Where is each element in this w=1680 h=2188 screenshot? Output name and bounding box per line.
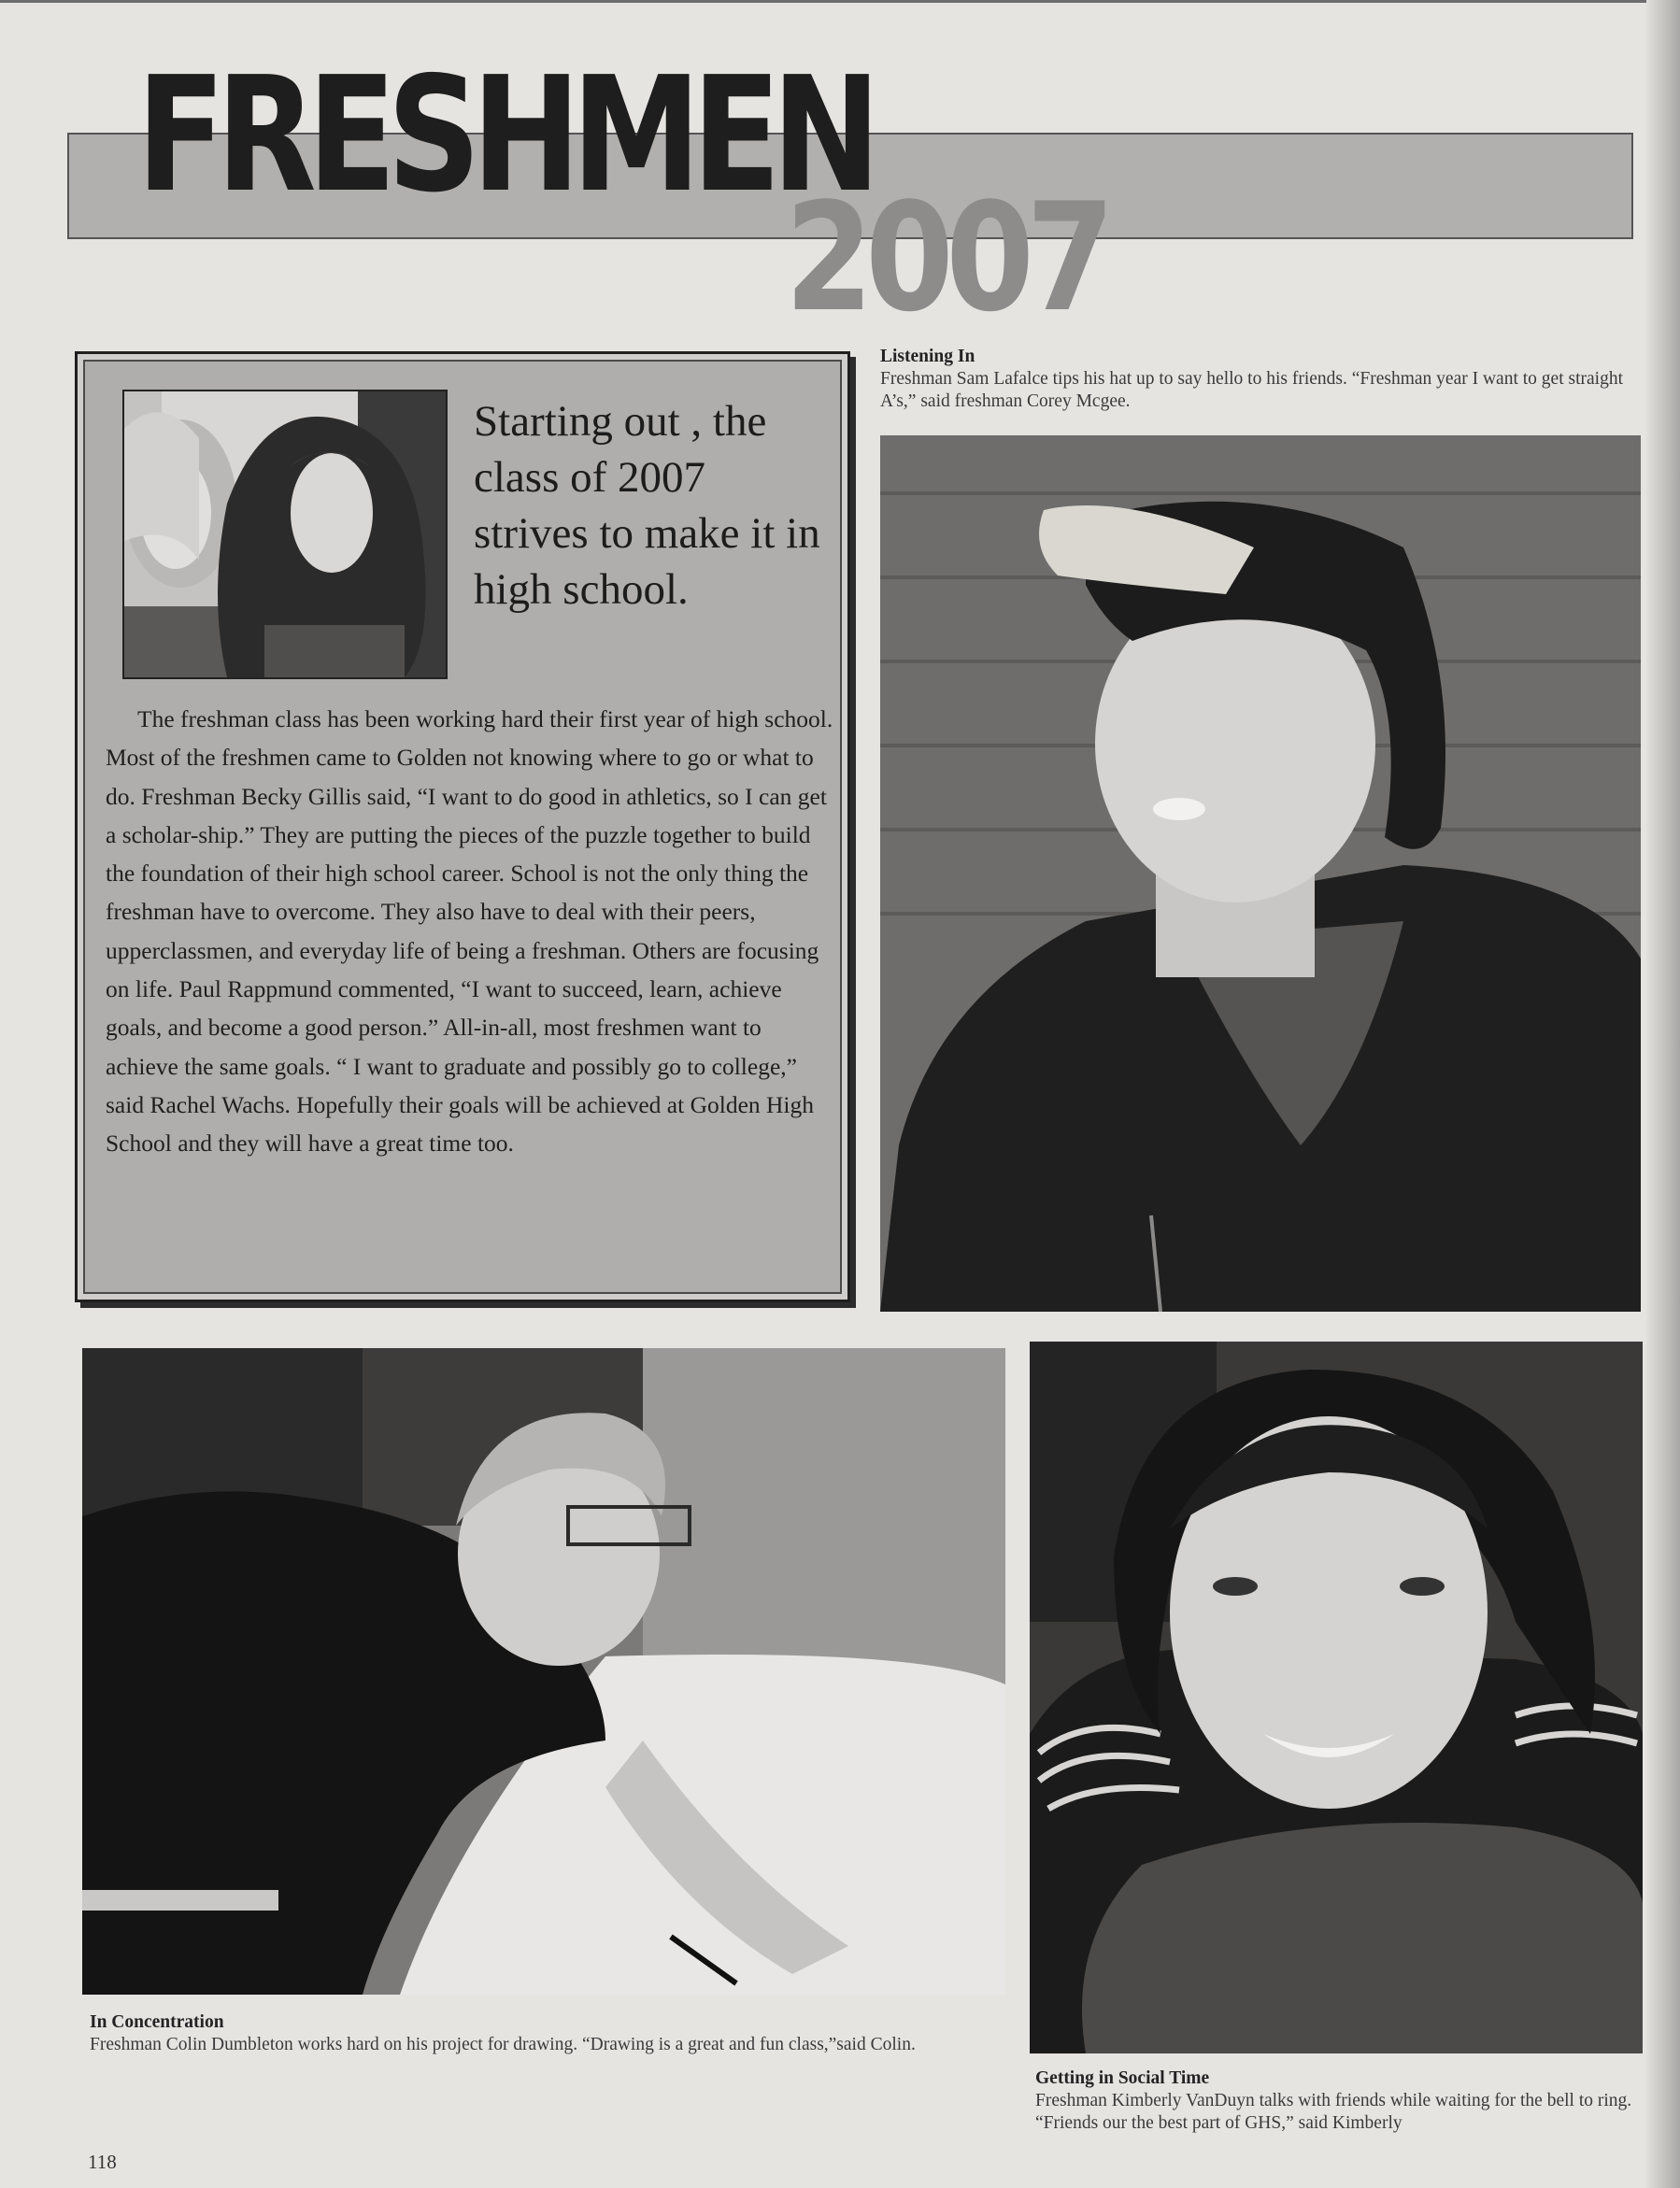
two-girls-photo (122, 390, 448, 679)
in-concentration-photo (82, 1348, 1005, 1995)
page-title: FRESHMEN (136, 43, 872, 228)
listening-in-photo-image (880, 435, 1641, 1312)
caption-text: Freshman Kimberly VanDuyn talks with friends while waiting for the bell to ring. “Friends our the best part of GHS,” said Kimberly (1035, 2091, 1632, 2133)
caption-in-concentration (90, 2011, 1005, 2056)
two-girls-photo-image (124, 391, 446, 677)
caption-title: In Concentration (90, 2012, 224, 2032)
listening-in-photo (880, 435, 1641, 1312)
caption-title: Listening In (880, 347, 975, 366)
social-time-photo (1030, 1342, 1643, 2053)
feature-story-box (75, 351, 850, 1302)
caption-text: Freshman Colin Dumbleton works hard on his project for drawing. “Drawing is a great and fun class,”said Colin. (90, 2035, 916, 2054)
in-concentration-photo-image (82, 1348, 1005, 1995)
page-top-edge (0, 0, 1680, 3)
feature-body-text: The freshman class has been working hard their first year of high school. Most of the freshmen came to Golden not knowing where to go or what to do. Freshman Becky Gillis said, “I want to do good in athletics, so I can get a scholar-ship.” They are putting the pieces of the puzzle together to build the foundation of their high school career. School is not the only thing the freshman have to overcome. They also have to deal with their peers, upperclassmen, and everyday life of being a freshman. Others are focusing on life. Paul Rappmund commented, “I want to succeed, learn, achieve goals, and become a good person.” All-in-all, most freshmen want to achieve the same goals. “ I want to graduate and possibly go to college,” said Rachel Wachs. Hopefully their goals will be achieved at Golden High School and they will have a great time too. (106, 705, 833, 1158)
feature-headline: Starting out , the class of 2007 strives to make it in high school. (474, 397, 820, 614)
title-year: 2007 (785, 170, 1107, 345)
caption-text: Freshman Sam Lafalce tips his hat up to say hello to his friends. “Freshman year I want to get straight A’s,” said freshman Corey Mcgee. (880, 369, 1623, 411)
page-number: 118 (88, 2151, 117, 2173)
page-binding-shadow (1646, 0, 1680, 2188)
caption-listening-in (880, 346, 1646, 413)
caption-social-time (1035, 2067, 1652, 2135)
social-time-photo-image (1030, 1342, 1643, 2053)
caption-title: Getting in Social Time (1035, 2068, 1210, 2088)
